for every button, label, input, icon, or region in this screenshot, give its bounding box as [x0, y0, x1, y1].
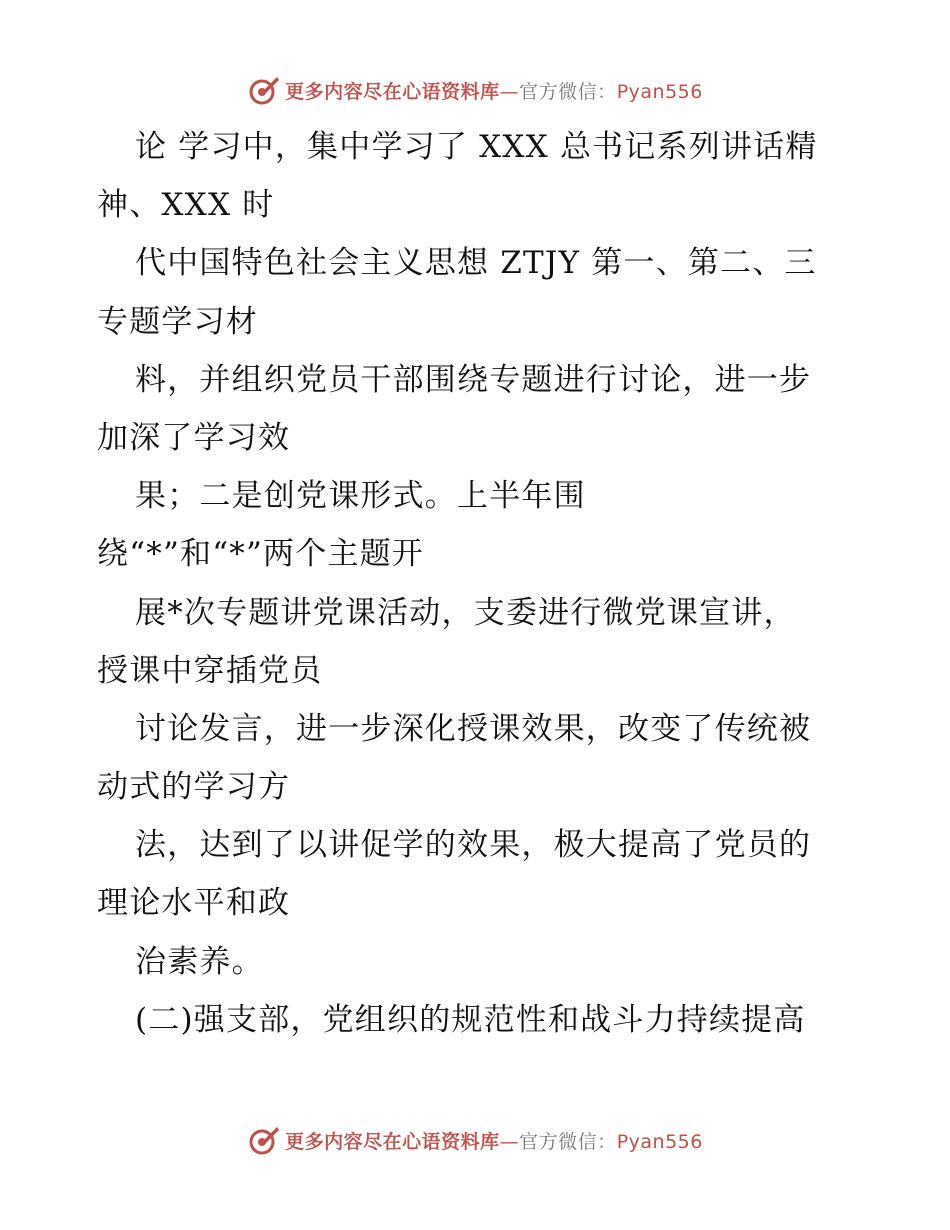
body-line: 代中国特色社会主义思想 ZTJY 第一、第二、三	[135, 245, 817, 282]
quill-logo-icon	[247, 73, 281, 107]
body-line: 理论水平和政	[97, 885, 291, 922]
body-line: 神、XXX 时	[97, 187, 275, 224]
document-body	[97, 118, 857, 1049]
header-brand: 更多内容尽在心语资料库	[285, 80, 500, 103]
body-line: 专题学习材	[97, 303, 258, 340]
body-line: 加深了学习效	[97, 419, 291, 456]
header-label: 官方微信：	[519, 80, 617, 103]
body-line: 动式的学习方	[97, 769, 291, 806]
body-line: 绕“*”和“*”两个主题开	[97, 536, 424, 573]
body-line: 讨论发言，进一步深化授课效果，改变了传统被	[135, 710, 812, 747]
section-heading: (二)强支部，党组织的规范性和战斗力持续提高	[135, 1001, 806, 1038]
body-line: 授课中穿插党员	[97, 652, 323, 689]
footer-dash: —	[499, 1130, 520, 1153]
quill-logo-icon	[247, 1123, 281, 1157]
body-line: 论 学习中，集中学习了 XXX 总书记系列讲话精	[135, 129, 818, 165]
footer-watermark	[0, 1120, 950, 1160]
body-line: 料，并组织党员干部围绕专题进行讨论，进一步	[135, 361, 812, 398]
footer-label: 官方微信：	[519, 1130, 617, 1153]
header-dash: —	[499, 80, 520, 103]
body-line: 法，达到了以讲促学的效果，极大提高了党员的	[135, 827, 812, 864]
footer-watermark-text	[285, 1127, 703, 1154]
body-line: 果；二是创党课形式。上半年围	[135, 478, 586, 515]
header-watermark-text	[285, 77, 703, 104]
footer-account: Pyan556	[616, 1130, 703, 1153]
header-account: Pyan556	[616, 80, 703, 103]
body-line: 治素养。	[135, 943, 264, 980]
header-watermark	[0, 70, 950, 110]
footer-brand: 更多内容尽在心语资料库	[285, 1130, 500, 1153]
body-line: 展*次专题讲党课活动，支委进行微党课宣讲，	[135, 594, 796, 631]
